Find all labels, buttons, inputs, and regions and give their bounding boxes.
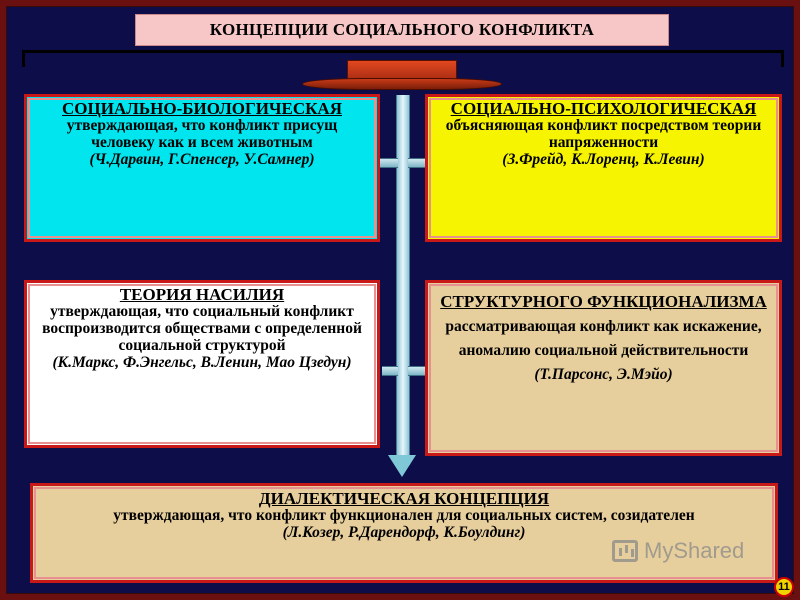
concept-authors: (К.Маркс, Ф.Энгельс, В.Ленин, Мао Цзедун) [52,353,352,371]
concept-authors: (Ч.Дарвин, Г.Спенсер, У.Самнер) [89,150,315,168]
page-number-badge: 11 [774,577,794,597]
concept-description: объясняющая конфликт посредством теории напряженности [445,117,762,152]
slide-title: КОНЦЕПЦИИ СОЦИАЛЬНОГО КОНФЛИКТА [135,14,669,46]
concept-authors: (З.Фрейд, К.Лоренц, К.Левин) [502,150,705,168]
vertical-connector [396,95,410,465]
connector-base [302,78,502,90]
concept-heading: СОЦИАЛЬНО-ПСИХОЛОГИЧЕСКАЯ [450,99,757,118]
concept-structural-functionalism [425,280,782,456]
connector-arm-left-middle [382,366,398,376]
concept-socio-biological [24,94,380,242]
concept-description: утверждающая, что социальный конфликт воспроизводится обществами с определенной социальной структурой [42,303,362,354]
watermark-text: MyShared [644,538,745,563]
concept-authors: (Л.Козер, Р.Дарендорф, К.Боулдинг) [282,523,526,541]
concept-authors: (Т.Парсонс, Э.Мэйо) [534,366,673,384]
concept-dialectical [30,483,778,583]
chart-icon [612,540,638,562]
watermark [612,538,744,564]
connector-arm-left-top [380,158,398,168]
concept-heading: ТЕОРИЯ НАСИЛИЯ [119,285,285,304]
concept-heading: ДИАЛЕКТИЧЕСКАЯ КОНЦЕПЦИЯ [258,489,550,508]
concept-description: утверждающая, что конфликт присущ человеку как и всем животным [66,117,338,152]
concept-heading: СТРУКТУРНОГО ФУНКЦИОНАЛИЗМА [440,292,767,311]
concept-violence-theory [24,280,380,448]
concept-socio-psychological [425,94,782,242]
down-arrow-icon [388,455,416,477]
concept-description: утверждающая, что конфликт функционален для социальных систем, созидателен [113,507,695,525]
concept-heading: СОЦИАЛЬНО-БИОЛОГИЧЕСКАЯ [62,99,342,118]
concept-description: рассматривающая конфликт как искажение, аномалию социальной действительности [445,318,762,360]
